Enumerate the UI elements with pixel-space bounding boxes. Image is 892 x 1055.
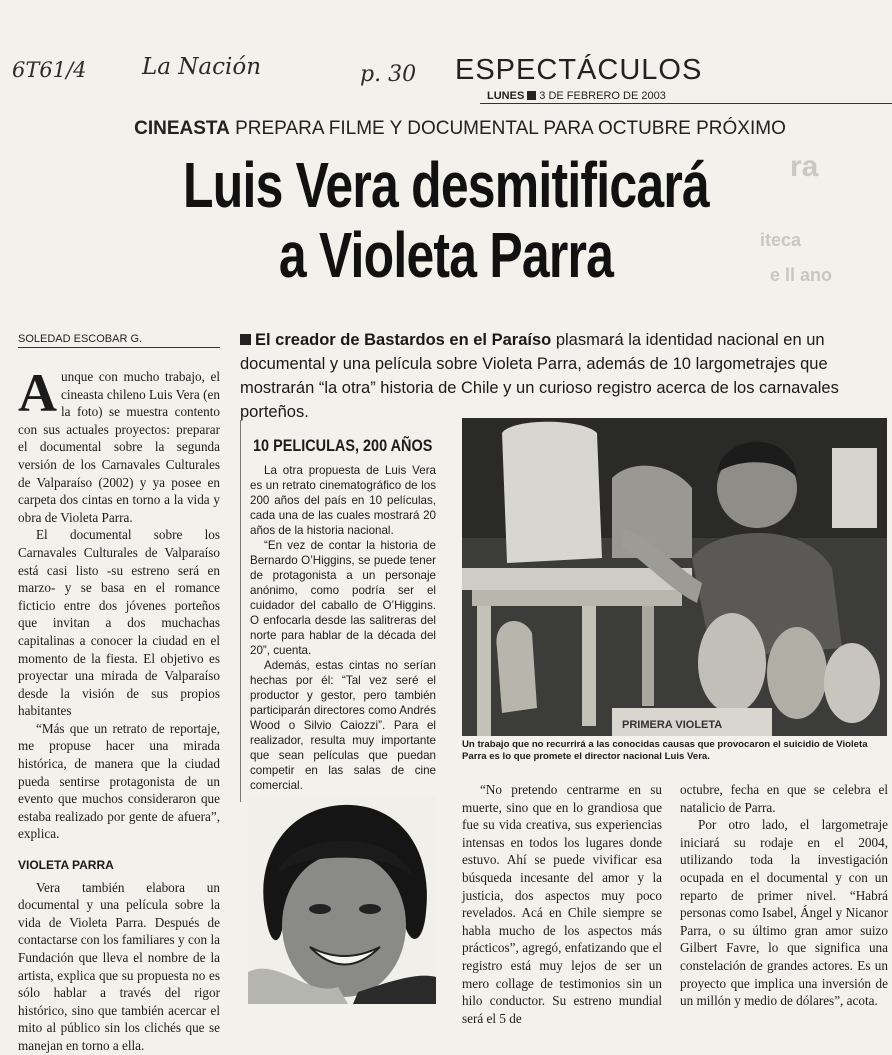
lead-bold: El creador de Bastardos en el Paraíso: [255, 331, 552, 349]
photo-sign-text: PRIMERA VIOLETA: [622, 719, 723, 731]
kicker-text: PREPARA FILME Y DOCUMENTAL PARA OCTUBRE PRÓXIMO: [235, 118, 786, 139]
column-3: [462, 781, 662, 1027]
paragraph: Además, estas cintas no serían hechas por él: “Tal vez seré el productor y gestor, pero también participarán directores como Andrés Wood o Silvio Caiozzi”. Para el realizador, resulta muy importante que sean películas que puedan competir en las salas de cine comercial.: [250, 659, 436, 792]
section-title: ESPECTÁCULOS: [455, 54, 703, 86]
bleed-through-text: e ll ano: [770, 265, 833, 285]
drop-cap: A: [18, 363, 57, 423]
paragraph: Aunque con mucho trabajo, el cineasta chileno Luis Vera (en la foto) se muestra contento con sus actuales proyectos: preparar el documental sobre la segunda versión de los Carnavales Culturales de Valparaíso (2002) y ya posee en carpeta dos cintas en torno a la vida y obra de Violeta Parra.: [18, 363, 220, 525]
headline: [98, 150, 794, 290]
lead-text: plasmará la identidad nacional en un documental y una película sobre Violeta Parra, además de 10 largometrajes que mostrarán “la otra” historia de Chile y un curioso registro acerca de los carnavales porteños.: [240, 331, 839, 421]
paragraph: Por otro lado, el largometraje iniciará su rodaje en el 2004, utilizando toda la investigación ocupada en el documental y con un reparto de primer nivel. “Habrá personas como Isabel, Ángel y Nicanor Parra, o su último gran amor suizo Gilbert Favre, lo que significa una constelación de grandes actores. Es un proyecto que implica una inversión de un millón y medio de dólares”, acota.: [680, 817, 889, 1009]
square-bullet-icon: [527, 91, 536, 100]
headline-line-1: Luis Vera desmitificará: [183, 149, 709, 221]
paragraph: “En vez de contar la historia de Bernardo O’Higgins, se puede tener de protagonista a un personaje anónimo, como podría ser el cuidador del caballo de O’Higgins. O enfocarla desde las salitreras del norte para hablar de la década del 20”, cuenta.: [250, 539, 436, 657]
dateline-day: LUNES: [487, 90, 525, 102]
photo-caption: Un trabajo que no recurrirá a las conocidas causas que provocaron el suicidio de Violeta Parra es lo que promete el director nacional Luis Vera.: [462, 739, 868, 762]
subhead: VIOLETA PARRA: [18, 858, 114, 873]
dateline-date: 3 DE FEBRERO DE 2003: [539, 90, 666, 102]
dateline: [487, 90, 666, 102]
byline: SOLEDAD ESCOBAR G.: [18, 333, 143, 345]
portrait-photo: [248, 797, 436, 1004]
annotation-code: 6T61/4: [12, 58, 87, 82]
paragraph: “Más que un retrato de reportaje, me propuse hacer una mirada histórica, de manera que la ciudad pueda sentirse protagonista de un evento que muchos consideraron que estaba realizado por gente de afuera”, explica.: [18, 720, 220, 842]
main-photo: [462, 418, 887, 736]
square-bullet-icon: [240, 334, 251, 345]
sidebar-title: 10 PELICULAS, 200 AÑOS: [253, 436, 433, 455]
kicker-label: CINEASTA: [134, 118, 230, 139]
paragraph: El documental sobre los Carnavales Culturales de Valparaíso está casi listo -su estreno será en marzo- y se basa en el romance ficticio entre dos jóvenes porteños que invitan a dos muchachas capitalinas a conocer la ciudad en el momento de la fiesta. El objetivo es proyectar una mirada de Valparaíso desde la visión de sus propios habitantes: [18, 527, 220, 719]
header-rule: [480, 103, 892, 104]
paragraph: La otra propuesta de Luis Vera es un retrato cinematográfico de los 200 años del país en 10 películas, cada una de las cuales mostrará 20 años de la historia nacional.: [250, 464, 436, 537]
byline-rule: [18, 347, 220, 348]
bleed-through-text: ra: [790, 150, 819, 183]
kicker: [100, 118, 820, 140]
paragraph: “No pretendo centrarme en su muerte, sino que en lo grandiosa que fue su vida creativa, sus experiencias intensas en todos los lugares donde estuvo. Ahí se puede vivificar esa búsqueda incesante del amor y la justicia, dos aspectos muy poco revelados. Acá en Chile siempre se habla mucho de los aspectos más prácticos”, agregó, enfatizando que el registro está muy lejos de ser un mero collage de testimonios sin un hilo conductor. Su estreno mundial será el 5 de: [462, 782, 662, 1026]
column-1: [18, 363, 220, 1055]
headline-line-2: a Violeta Parra: [278, 219, 614, 291]
lead-paragraph: [240, 328, 882, 424]
sidebar-text: [250, 463, 436, 793]
paragraph: octubre, fecha en que se celebra el natalicio de Parra.: [680, 782, 888, 815]
annotation-paper: La Nación: [142, 54, 262, 80]
paragraph: Vera también elabora un documental y una película sobre la vida de Violeta Parra. Después de contactarse con los familiares y con la Fundación que lleva el nombre de la artista, explica que su propuesta no es sólo hablar a través del rigor histórico, sino que también acercar el mito al público sin los clichés que se manejan en torno a ella.: [18, 879, 220, 1053]
column-4: [680, 781, 888, 1010]
bleed-through-text: iteca: [760, 230, 802, 250]
annotation-page: p. 30: [360, 62, 417, 87]
